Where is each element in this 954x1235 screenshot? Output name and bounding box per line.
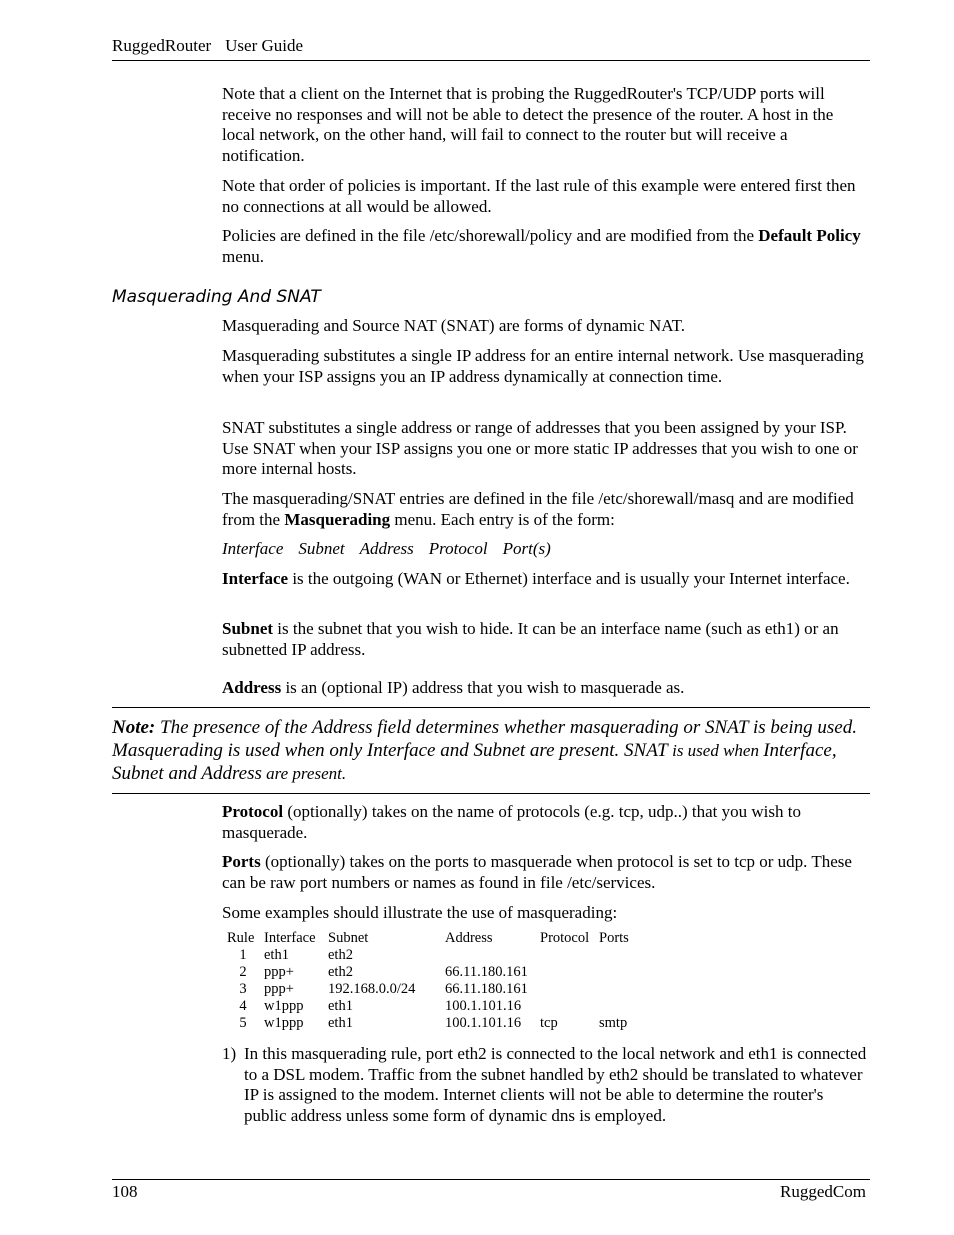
- note-box: [112, 716, 870, 785]
- protocol-definition: [222, 802, 870, 843]
- section-p4-text: The masquerading/SNAT entries are defined in the file /etc/shorewall/masq and are modified from the: [222, 489, 854, 529]
- cell-protocol: [540, 981, 599, 998]
- cell-subnet: eth2: [328, 947, 353, 963]
- cell-interface: ppp+: [264, 981, 294, 997]
- cell-interface: w1ppp: [264, 998, 304, 1014]
- list-item: [222, 1044, 870, 1126]
- header-rule: Rule: [227, 930, 255, 946]
- default-policy-term: Default Policy: [758, 226, 861, 245]
- interface-term: Interface: [222, 569, 289, 588]
- note-text: The presence of the Address field determines whether masquerading or SNAT is being used. Masquerading is used when only Interface and Subnet are present. SNAT: [112, 717, 857, 761]
- cell-protocol: [540, 998, 599, 1015]
- address-definition: [222, 678, 870, 699]
- cell-interface: eth1: [264, 947, 289, 963]
- cell-ports: smtp: [599, 1015, 628, 1031]
- form-protocol: Protocol: [428, 539, 488, 558]
- subnet-term: Subnet: [222, 619, 274, 638]
- list-item-number: 1): [222, 1044, 237, 1063]
- cell-rule: 2: [239, 964, 247, 980]
- form-ports: Port(s): [502, 539, 551, 558]
- header-protocol: Protocol: [540, 930, 590, 946]
- cell-address: [445, 947, 540, 964]
- note-rule-bottom: [112, 793, 870, 794]
- section-paragraph-4: [222, 489, 870, 530]
- cell-protocol: [540, 947, 599, 964]
- table-row: [222, 947, 629, 964]
- cell-subnet: eth2: [328, 964, 353, 980]
- protocol-desc: (optionally) takes on the name of protocols (e.g. tcp, udp..) that you wish to masquerade.: [222, 802, 801, 842]
- table-row: [222, 964, 629, 981]
- cell-protocol: tcp: [540, 1015, 558, 1031]
- header-rule: [112, 60, 870, 61]
- table-row: [222, 981, 629, 998]
- masquerading-term: Masquerading: [284, 509, 391, 529]
- cell-rule: 1: [239, 947, 247, 963]
- note-rule-top: [112, 707, 870, 708]
- header-guide: User Guide: [225, 36, 304, 55]
- section-paragraph-2: Masquerading substitutes a single IP address for an entire internal network. Use masquerading when your ISP assigns you an IP address dynamically at connection time.: [222, 346, 864, 386]
- interface-definition: [222, 569, 870, 590]
- cell-address: 100.1.101.16: [445, 1015, 522, 1031]
- header-address: Address: [445, 930, 493, 946]
- section-heading: Masquerading And SNAT: [112, 287, 321, 307]
- section-paragraph-1: Masquerading and Source NAT (SNAT) are forms of dynamic NAT.: [222, 316, 685, 335]
- cell-ports: [599, 998, 629, 1015]
- note-text-mid: Interface, Subnet and Address: [112, 740, 837, 784]
- footer-rule: [112, 1179, 870, 1180]
- cell-protocol: [540, 964, 599, 981]
- cell-address: 66.11.180.161: [445, 964, 528, 980]
- ports-definition: [222, 852, 870, 893]
- intro-paragraph-1: Note that a client on the Internet that is probing the RuggedRouter's TCP/UDP ports will receive no responses and will not be able to detect the presence of the router. A host in the local network, on the other hand, will fail to connect to the router but will receive a notification.: [222, 84, 834, 165]
- table-row: [222, 1015, 629, 1032]
- section-paragraph-3: SNAT substitutes a single address or range of addresses that you been assigned by your ISP. Use SNAT when your ISP assigns you one or more static IP addresses that you wish to one or more internal hosts.: [222, 418, 858, 478]
- footer-company: RuggedCom: [780, 1182, 866, 1201]
- intro-p3-suffix: menu.: [222, 246, 265, 266]
- cell-subnet: eth1: [328, 1015, 353, 1031]
- note-text-small-2: are present.: [261, 764, 347, 783]
- cell-subnet: 192.168.0.0/24: [328, 981, 416, 997]
- ports-term: Ports: [222, 852, 261, 871]
- subnet-definition: [222, 619, 870, 660]
- form-subnet: Subnet: [298, 539, 345, 558]
- page-number: 108: [112, 1182, 138, 1201]
- form-interface: Interface: [222, 539, 284, 558]
- cell-rule: 3: [239, 981, 247, 997]
- list-item-text: In this masquerading rule, port eth2 is connected to the local network and eth1 is connected to a DSL modem. Traffic from the subnet handled by eth2 should be translated to whatever IP is assigned to the modem. Internet clients will not be able to determine the router's public address unless some form of dynamic dns is employed.: [244, 1044, 867, 1125]
- cell-subnet: eth1: [328, 998, 353, 1014]
- cell-rule: 5: [239, 1015, 247, 1031]
- header-subnet: Subnet: [328, 930, 369, 946]
- header-product: RuggedRouter: [112, 36, 212, 55]
- protocol-term: Protocol: [222, 802, 284, 821]
- cell-ports: [599, 981, 629, 998]
- header-interface: Interface: [264, 930, 316, 946]
- cell-ports: [599, 947, 629, 964]
- subnet-desc: is the subnet that you wish to hide. It can be an interface name (such as eth1) or an subnetted IP address.: [222, 619, 839, 659]
- cell-interface: ppp+: [264, 964, 294, 980]
- table-header-row: [222, 930, 629, 947]
- intro-p3-text: Policies are defined in the file /etc/shorewall/policy and are modified from the: [222, 226, 759, 245]
- intro-paragraph-3: [222, 226, 870, 267]
- cell-ports: [599, 964, 629, 981]
- entry-form: [222, 539, 566, 560]
- examples-intro: Some examples should illustrate the use of masquerading:: [222, 903, 618, 922]
- masquerade-rules-table: [222, 930, 629, 1032]
- address-desc: is an (optional IP) address that you wish to masquerade as.: [281, 678, 685, 697]
- cell-interface: w1ppp: [264, 1015, 304, 1031]
- intro-paragraph-2: Note that order of policies is important. If the last rule of this example were entered first then no connections at all would be allowed.: [222, 176, 856, 216]
- cell-address: 66.11.180.161: [445, 981, 528, 997]
- section-p4-suffix: menu. Each entry is of the form:: [390, 509, 615, 529]
- cell-rule: 4: [239, 998, 247, 1014]
- page-header: [112, 36, 303, 56]
- cell-address: 100.1.101.16: [445, 998, 522, 1014]
- table-row: [222, 998, 629, 1015]
- note-text-small-1: is used when: [672, 741, 764, 760]
- ports-desc: (optionally) takes on the ports to masquerade when protocol is set to tcp or udp. These can be raw port numbers or names as found in file /etc/services.: [222, 852, 852, 892]
- address-term: Address: [222, 678, 282, 697]
- header-ports: Ports: [599, 930, 629, 946]
- interface-desc: is the outgoing (WAN or Ethernet) interface and is usually your Internet interface.: [288, 569, 850, 588]
- note-label: Note:: [112, 717, 156, 738]
- form-address: Address: [359, 539, 414, 558]
